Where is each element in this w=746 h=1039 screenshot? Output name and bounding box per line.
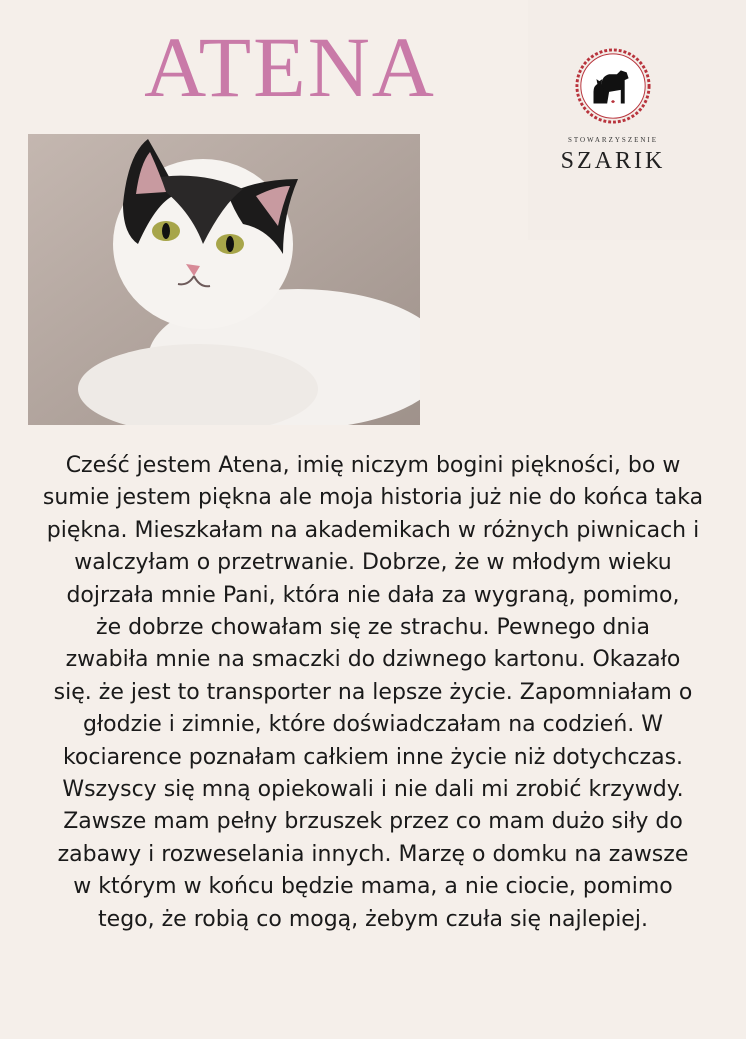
story-line: tego, że robią co mogą, żebym czuła się najlepiej. bbox=[98, 906, 648, 932]
logo-name: SZARIK bbox=[560, 148, 666, 174]
story-line: że dobrze chowałam się ze strachu. Pewnego dnia bbox=[96, 615, 650, 641]
dog-cat-silhouette-icon bbox=[574, 47, 652, 125]
story-text bbox=[0, 450, 746, 936]
story-line: się. że jest to transporter na lepsze życie. Zapomniałam o bbox=[53, 679, 693, 705]
story-line: Cześć jestem Atena, imię niczym bogini piękności, bo w bbox=[65, 453, 681, 478]
szarik-logo bbox=[528, 0, 746, 240]
logo-small-text: STOWARZYSZENIE bbox=[567, 136, 659, 144]
white-black-cat-photo bbox=[28, 134, 420, 425]
story-line: w którym w końcu będzie mama, a nie ciocie, pomimo bbox=[73, 874, 673, 900]
story-line: głodzie i zimnie, które doświadczałam na codzień. W bbox=[82, 712, 664, 738]
story-line: zwabiła mnie na smaczki do dziwnego kartonu. Okazało bbox=[65, 647, 681, 673]
story-line: kociarence poznałam całkiem inne życie niż dotychczas. bbox=[62, 744, 684, 770]
story-line: Wszyscy się mną opiekowali i nie dali mi zrobić krzywdy. bbox=[62, 777, 684, 803]
story-line: sumie jestem piękna ale moja historia już nie do końca taka bbox=[42, 485, 704, 511]
cat-photo bbox=[28, 134, 420, 425]
story-line: Zawsze mam pełny brzuszek przez co mam dużo siły do bbox=[63, 809, 683, 835]
story-line: walczyłam o przetrwanie. Dobrze, że w młodym wieku bbox=[74, 550, 672, 576]
story-line: piękna. Mieszkałam na akademikach w różnych piwnicach i bbox=[46, 517, 700, 543]
story-line: zabawy i rozweselania innych. Marzę o domku na zawsze bbox=[57, 841, 689, 867]
page-title: ATENA bbox=[144, 19, 436, 115]
story-line: dojrzała mnie Pani, która nie dała za wygraną, pomimo, bbox=[66, 582, 680, 608]
